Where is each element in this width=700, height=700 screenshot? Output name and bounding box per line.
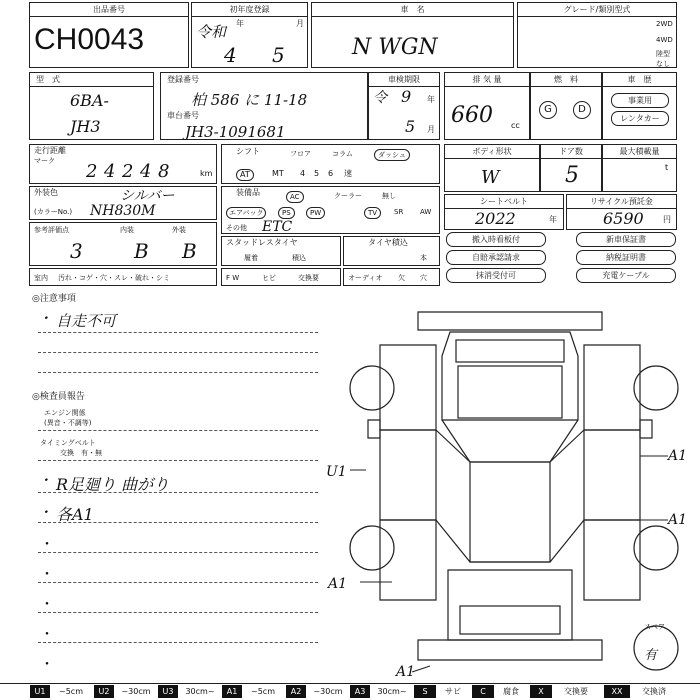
shift-header: シフト: [236, 147, 260, 156]
color-value: シルバー: [120, 188, 175, 204]
interior-value: B: [134, 239, 149, 263]
shift-gear-6: 6: [328, 169, 334, 178]
registration-header: 登録番号: [167, 75, 199, 84]
color-header: 外装色: [34, 188, 58, 197]
first-registration-header: 初年度登録: [192, 3, 307, 17]
registration-box: [160, 72, 368, 140]
rule: [38, 522, 318, 523]
drive-4wd: 4WD: [656, 36, 673, 44]
damage-mark-a1: A1: [396, 664, 416, 680]
shift-gear-5: 5: [314, 169, 320, 178]
timing-label: タイミングベルト: [40, 439, 96, 447]
model-name-header: 車 名: [312, 3, 513, 17]
mileage-header: 走行距離: [34, 146, 66, 155]
scores-box: [29, 222, 217, 266]
studless-current: 履着: [244, 254, 258, 262]
doors-header: ドア数: [541, 145, 601, 159]
equip-ac: AC: [286, 191, 304, 203]
recycle-box: [566, 194, 677, 230]
score-value: 3: [70, 239, 83, 263]
inspection-header: 車検期限: [369, 73, 439, 87]
shift-box: [221, 144, 440, 184]
displacement-header: 排 気 量: [445, 73, 529, 87]
doors-value: 5: [565, 163, 579, 188]
chassis-header: 車台番号: [167, 111, 199, 120]
shift-at: AT: [236, 169, 254, 181]
blank-bullet: ・: [40, 567, 54, 583]
equipment-box: [221, 186, 440, 234]
drive-2wd: 2WD: [656, 20, 673, 28]
color-code: NH830M: [90, 203, 156, 219]
report-bullet: ・: [38, 473, 52, 489]
mileage-digit: 4: [140, 161, 152, 182]
fw-crack: ヒビ: [262, 274, 276, 282]
rule: [38, 460, 318, 461]
body-shape-value: W: [481, 167, 500, 188]
tire-load-box: [343, 236, 440, 266]
legend-value: 腐食: [503, 687, 519, 696]
exterior-header: 外装: [172, 226, 186, 234]
fw-replace: 交換要: [298, 274, 319, 282]
interior-row-label: 室内: [34, 274, 48, 282]
displacement-unit: cc: [511, 121, 520, 130]
lot-number: CH0043: [34, 23, 145, 56]
tire-load-header: タイヤ積込: [368, 238, 408, 247]
engine-sub: (異音・不調等): [44, 419, 92, 427]
none-label: なし: [656, 60, 670, 68]
seatbelt-header: シートベルト: [445, 195, 563, 209]
mileage-digit: 8: [158, 161, 170, 182]
damage-mark-a1: A1: [668, 512, 688, 528]
legend-value: サビ: [445, 687, 461, 696]
legend-value: ~5cm: [59, 687, 83, 696]
inspection-year: 9: [401, 87, 412, 106]
displacement-value: 660: [451, 103, 493, 128]
damage-mark-u1: U1: [326, 464, 347, 480]
report-header: ◎検査員報告: [32, 392, 85, 402]
body-shape-box: [444, 144, 540, 192]
score-header: 参考評価点: [34, 226, 69, 234]
fuel-g: G: [539, 101, 557, 119]
audio-label: オーディオ: [348, 274, 383, 282]
capacity-header: 最大積載量: [603, 145, 676, 159]
type-box: [29, 72, 154, 140]
color-code-label: (カラーNo.): [34, 208, 73, 216]
registration-era: 令和: [196, 23, 227, 41]
doors-box: [540, 144, 602, 192]
displacement-box: [444, 72, 530, 140]
grade-header: グレード/類別型式: [518, 3, 676, 17]
first-registration-box: [191, 2, 308, 68]
type-header: 型 式: [30, 73, 153, 87]
fw-row: [221, 268, 341, 286]
model-name-box: [311, 2, 514, 68]
doc-selfprop: 自賠承認請求: [446, 250, 546, 265]
legend-key: XX: [604, 685, 630, 698]
interior-header: 内装: [120, 226, 134, 234]
legend-value: 30cm~: [185, 687, 215, 696]
blank-bullet: ・: [40, 597, 54, 613]
doc-delivery: 搬入時看板付: [446, 232, 546, 247]
legend-value: ~30cm: [121, 687, 151, 696]
legend-key: X: [530, 685, 552, 698]
type-value-2: JH3: [70, 117, 101, 136]
rule: [38, 352, 318, 353]
rule: [38, 642, 318, 643]
equip-pw: PW: [306, 207, 325, 219]
exterior-value: B: [182, 239, 197, 263]
legend-key: A1: [222, 685, 242, 698]
recycle-unit: 円: [663, 215, 671, 224]
report-line-2: 各A1: [56, 505, 94, 524]
report-bullet: ・: [38, 505, 52, 521]
history-header: 車 歴: [603, 73, 676, 87]
studless-included: 積込: [292, 254, 306, 262]
damage-legend: [0, 683, 700, 700]
legend-key: A2: [286, 685, 306, 698]
seatbelt-value: 2022: [475, 209, 516, 228]
notes-header: ◎注意事項: [32, 294, 76, 304]
shift-mt: MT: [272, 169, 284, 178]
blank-bullet: ・: [40, 657, 54, 673]
mileage-mark: マーク: [34, 157, 55, 165]
studless-header: スタッドレスタイヤ: [226, 238, 298, 247]
equip-ps: PS: [278, 207, 295, 219]
mileage-digit: 4: [104, 161, 116, 182]
tire-load-unit: 本: [420, 254, 427, 262]
rule: [38, 612, 318, 613]
inspection-era: 令: [373, 90, 387, 106]
engine-label: エンジン関係: [44, 409, 86, 417]
seatbelt-box: [444, 194, 564, 230]
seatbelt-unit: 年: [549, 215, 557, 224]
interior-row-items: 汚れ・コゲ・穴・スレ・破れ・シミ: [58, 274, 170, 282]
month-label: 月: [296, 19, 304, 28]
capacity-unit: t: [665, 163, 669, 172]
studless-box: [221, 236, 341, 266]
color-box: [29, 186, 217, 220]
spare-value: 有: [644, 648, 658, 663]
fuel-d: D: [573, 101, 591, 119]
equip-none: 無し: [382, 192, 396, 200]
lot-number-box: [29, 2, 189, 68]
legend-value: ~5cm: [251, 687, 275, 696]
rule: [38, 372, 318, 373]
blank-bullet: ・: [40, 537, 54, 553]
gov-label: 陸型: [656, 50, 670, 58]
legend-value: 交換済: [642, 687, 666, 696]
shift-floor: フロア: [290, 150, 311, 158]
timing-sub: 交換 有・無: [60, 449, 102, 457]
model-name: N WGN: [352, 35, 438, 60]
audio-row: [343, 268, 440, 286]
history-rental: レンタカー: [611, 111, 669, 126]
rule: [38, 582, 318, 583]
equip-airbag: エアバック: [226, 207, 266, 219]
fw-label: F W: [226, 274, 240, 282]
body-shape-header: ボディ形状: [445, 145, 539, 159]
damage-mark-a1: A1: [668, 448, 688, 464]
registration-year: 4: [224, 43, 237, 67]
inspection-month: 5: [405, 117, 416, 136]
rule: [38, 430, 318, 431]
recycle-value: 6590: [603, 209, 644, 228]
equip-cooler: クーラー: [334, 192, 362, 200]
equip-sr: SR: [394, 208, 404, 216]
legend-key: A3: [350, 685, 370, 698]
inspection-year-label: 年: [427, 95, 435, 104]
legend-key: C: [472, 685, 494, 698]
legend-key: U1: [30, 685, 50, 698]
legend-key: S: [414, 685, 436, 698]
mileage-unit: km: [200, 169, 213, 178]
doc-cable: 充電ケーブル: [576, 268, 676, 283]
mileage-digit: 2: [122, 161, 134, 182]
chassis-number: JH3-1091681: [185, 123, 286, 141]
grade-box: [517, 2, 677, 68]
equip-aw: AW: [420, 208, 432, 216]
fuel-box: [530, 72, 602, 140]
legend-key: U3: [158, 685, 178, 698]
legend-value: 交換要: [564, 687, 588, 696]
history-business: 事業用: [611, 93, 669, 108]
equip-other-value: ETC: [262, 219, 293, 235]
spare-label: スペア: [644, 623, 665, 631]
blank-bullet: ・: [40, 627, 54, 643]
year-label: 年: [236, 19, 244, 28]
mileage-digit: 2: [86, 161, 98, 182]
damage-mark-a1: A1: [328, 576, 348, 592]
inspection-month-label: 月: [427, 125, 435, 134]
inspection-box: [368, 72, 440, 140]
legend-value: ~30cm: [313, 687, 343, 696]
shift-speed: 速: [344, 169, 352, 178]
rule: [38, 492, 318, 493]
fuel-header: 燃 料: [531, 73, 601, 87]
audio-hole: 穴: [420, 274, 427, 282]
shift-gear-4: 4: [300, 169, 306, 178]
equipment-header: 装備品: [236, 188, 260, 197]
history-box: [602, 72, 677, 140]
notes-text: 自走不可: [56, 312, 117, 330]
plate-number: 柏 586 に 11-18: [191, 91, 308, 109]
type-value-1: 6BA-: [70, 91, 109, 110]
doc-tax: 納税証明書: [576, 250, 676, 265]
notes-bullet: ・: [38, 311, 52, 327]
doc-erase: 抹消受付可: [446, 268, 546, 283]
doc-warranty: 新車保証書: [576, 232, 676, 247]
shift-dash: ダッシュ: [374, 149, 410, 161]
capacity-box: [602, 144, 677, 192]
mileage-box: [29, 144, 217, 184]
audio-none: 欠: [398, 274, 405, 282]
registration-month: 5: [272, 43, 285, 67]
equip-other-label: その他: [226, 224, 247, 232]
report-line-1: R足廻り 曲がり: [56, 475, 170, 494]
equip-tv: TV: [364, 207, 381, 219]
legend-key: U2: [94, 685, 114, 698]
rule: [38, 552, 318, 553]
rule: [38, 332, 318, 333]
lot-number-header: 出品番号: [30, 3, 188, 17]
shift-column: コラム: [332, 150, 353, 158]
legend-value: 30cm~: [377, 687, 407, 696]
recycle-header: リサイクル預託金: [567, 195, 676, 209]
interior-row: [29, 268, 217, 286]
